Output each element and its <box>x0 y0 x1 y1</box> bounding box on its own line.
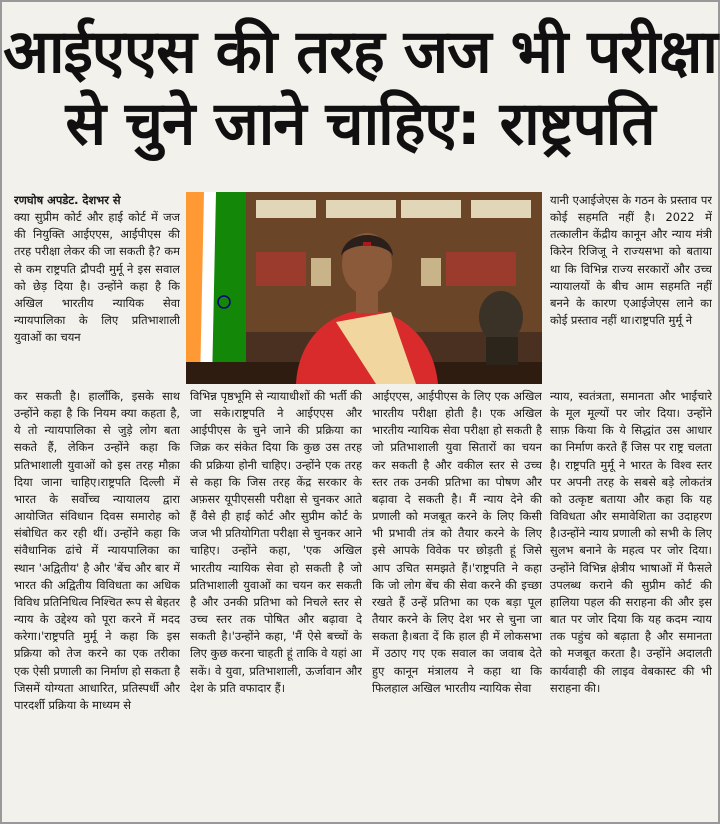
article-column-1 <box>14 388 180 820</box>
article-text-col1-top: क्या सुप्रीम कोर्ट और हाई कोर्ट में जज की नियुक्ति आईएएस, आईपीएस की तरह परीक्षा लेकर की जा सकती है? कम से कम राष्ट्रपति द्रौपदी मुर्मू ने इस सवाल को छेड़ दिया है। उन्होंने कहा है कि अखिल भारतीय न्यायिक सेवा न्यायपालिका के लिए प्रतिभाशाली युवाओं का चयन <box>14 210 180 345</box>
article-text-col4-top: यानी एआईजेएस के गठन के प्रस्ताव पर कोई सहमति नहीं है। 2022 में तत्कालीन केंद्रीय कानून और न्याय मंत्री किरेन रिजिजू ने राज्यसभा को बताया था कि विभिन्न राज्य सरकारों और उच्च न्यायालयों के बीच आम सहमति नहीं बनने के कारण एआईजेएस लाने का कोई प्रस्ताव नहीं था।राष्ट्रपति मुर्मू ने <box>550 193 712 328</box>
article-text-col2: विभिन्न पृष्ठभूमि से न्यायाधीशों की भर्ती की जा सके।राष्ट्रपति ने आईएएस और आईपीएस के चुने जाने की प्रक्रिया का जिक्र कर संकेत दिया कि कुछ उस तरह की प्रक्रिया होनी चाहिए। उन्होंने एक तरह से कहा कि जिस तरह केंद्र सरकार के अफ़सर यूपीएससी परीक्षा से चुनकर आते हैं वैसे ही हाई कोर्ट और सुप्रीम कोर्ट के जज भी प्रतियोगिता परीक्षा से चुनकर आने चाहिए। उन्होंने कहा, 'एक अखिल भारतीय न्यायिक सेवा हो सकती है जो प्रतिभाशाली युवाओं का चयन कर सकती है और उनकी प्रतिभा को निचले स्तर से उच्च स्तर तक पोषित और बढ़ावा दे सकती है।'उन्होंने कहा, 'मैं ऐसे बच्चों के लिए कुछ करना चाहती हूं ताकि वे यहां आ सकें। वे युवा, प्रतिभाशाली, ऊर्जावान और देश के प्रति वफादार हैं। <box>190 389 362 695</box>
article-column-4 <box>550 388 712 820</box>
president-photo <box>186 192 542 384</box>
president-portrait-icon <box>186 192 542 384</box>
article-text-col1: कर सकती है। हालाँकि, इसके साथ उन्होंने कहा है कि नियम क्या कहता है, ये तो न्यायपालिका से जुड़े लोग बता सकते हैं, लेकिन उन्होंने कहा कि प्रतिभाशाली युवाओं को इस तरह मौक़ा दिया जाना चाहिए।राष्ट्रपति दिल्ली में भारत के सर्वोच्च न्यायालय द्वारा आयोजित संविधान दिवस समारोह को संबोधित कर रही थीं। उन्होंने कहा कि संवैधानिक ढांचे में न्यायपालिका का स्थान 'अद्वितीय' है और 'बेंच और बार में भारत की अद्वितीय विविधता का अधिक विविध प्रतिनिधित्व निश्चित रूप से बेहतर न्याय के उद्देश्य को पूरा करने में मदद करेगा।'राष्ट्रपति मुर्मू ने कहा कि इस प्रक्रिया को तेज करने का एक तरीका एक ऐसी प्रणाली का निर्माण हो सकता है जिसमें योग्यता आधारित, प्रतिस्पर्धी और पारदर्शी प्रक्रिया के माध्यम से <box>14 389 180 712</box>
headline-line-2: से चुने जाने चाहिए: राष्ट्रपति <box>65 89 655 159</box>
article-text-col3: आईएएस, आईपीएस के लिए एक अखिल भारतीय परीक्षा होती है। एक अखिल भारतीय न्यायिक सेवा परीक्षा हो सकती है जो प्रतिभाशाली युवा सितारों का चयन कर सकती है और वकील स्तर से उच्च स्तर तक उनकी प्रतिभा का पोषण और बढ़ावा दे सकती है। मैं न्याय देने की प्रणाली को मजबूत करने के लिए किसी भी प्रभावी तंत्र को तैयार करने के लिए इसे आपके विवेक पर छोड़ती हूं जिसे आप उचित समझते हैं।'राष्ट्रपति ने कहा कि जो लोग बेंच की सेवा करने की इच्छा रखते हैं उन्हें प्रतिभा का एक बड़ा पूल तैयार करने के लिए देश भर से चुना जा सकता है।बता दें कि हाल ही में लोकसभा में उठाए गए एक सवाल का जवाब देते हुए कानून मंत्रालय ने कहा था कि फिलहाल अखिल भारतीय न्यायिक सेवा <box>372 389 542 695</box>
article-text-col4: न्याय, स्वतंत्रता, समानता और भाईचारे के मूल मूल्यों पर जोर दिया। उन्होंने साफ़ किया कि ये सिद्धांत उस आधार का निर्माण करते हैं जिस पर राष्ट्र चलता है। राष्ट्रपति मुर्मू ने भारत के विश्व स्तर पर अपनी तरह के सबसे बड़े लोकतंत्र को उत्कृष्ट बताया और कहा कि यह विविधता और समावेशिता का उदाहरण है।उन्होंने न्याय प्रणाली को सभी के लिए सुलभ बनाने के महत्व पर जोर दिया। उन्होंने विभिन्न क्षेत्रीय भाषाओं में फैसले उपलब्ध कराने की सुप्रीम कोर्ट की हालिया पहल की सराहना की और इस बात पर जोर दिया कि यह कदम न्याय तक पहुंच को बढ़ाता है और समानता को मजबूत करता है। उन्होंने अदालती कार्यवाही की लाइव वेबकास्ट की भी सराहना की। <box>550 389 712 695</box>
article-column-4-top <box>550 192 712 388</box>
article-column-3 <box>372 388 542 820</box>
article-column-2 <box>190 388 362 820</box>
headline-line-1: आईएएस की तरह जज भी परीक्षा <box>3 17 717 87</box>
article-column-1-top <box>14 192 180 388</box>
byline: रणघोष अपडेट. देशभर से <box>14 193 121 207</box>
